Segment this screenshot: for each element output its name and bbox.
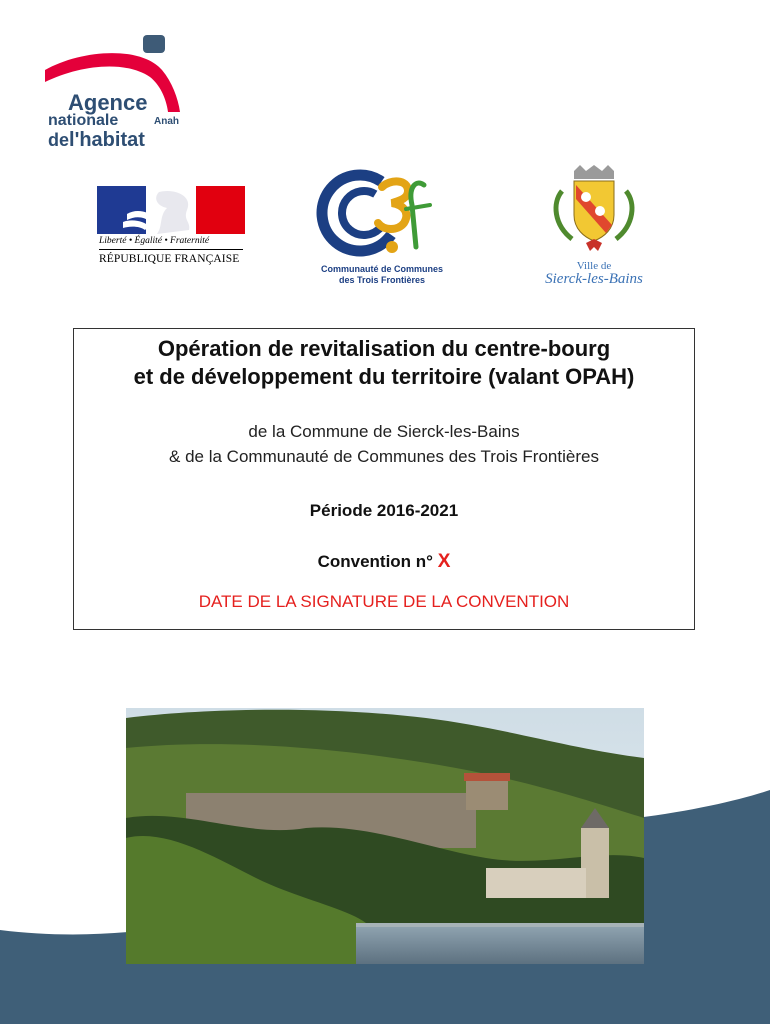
cc3f-logo — [312, 165, 452, 290]
anah-line3-prefix: de — [48, 130, 70, 150]
republique-motto: Liberté • Égalité • Fraternité — [99, 236, 210, 246]
period-label: Période 2016-2021 — [309, 501, 459, 520]
anah-line2: nationale — [48, 112, 119, 129]
document-title — [74, 335, 694, 391]
convention-number: X — [437, 551, 451, 572]
convention-prefix: Convention n° — [317, 552, 433, 571]
castle-hillside-photo — [126, 708, 644, 964]
subtitle-line2: & de la Communauté de Communes des Trois Frontières — [169, 447, 599, 466]
republique-divider — [99, 249, 243, 250]
republique-name: RÉPUBLIQUE FRANÇAISE — [99, 253, 240, 265]
signature-date-placeholder: DATE DE LA SIGNATURE DE LA CONVENTION — [198, 592, 570, 611]
sierck-name-label: Sierck-les-Bains — [545, 271, 643, 287]
anah-line1: Agence — [68, 90, 148, 115]
cc3f-caption-line1: Communauté de Communes — [320, 264, 443, 274]
sierck-logo — [524, 163, 664, 291]
sierck-coat-of-arms-icon — [524, 163, 664, 258]
title-line2: et de développement du territoire (valant OPAH) — [133, 364, 635, 389]
cc3f-caption-line2: des Trois Frontières — [338, 275, 426, 285]
title-line1: Opération de revitalisation du centre-bourg — [157, 336, 611, 361]
anah-logo — [40, 30, 200, 155]
anah-line3 — [48, 129, 145, 152]
title-box — [73, 328, 695, 630]
subtitle-line1: de la Commune de Sierck-les-Bains — [248, 422, 520, 441]
marianne-flag-icon — [97, 186, 245, 234]
anah-line3-main: l'habitat — [69, 129, 145, 151]
cc3f-emblem-icon — [312, 165, 452, 260]
republique-francaise-logo — [97, 186, 245, 268]
convention-label — [74, 551, 694, 573]
anah-abbrev: Anah — [154, 116, 179, 127]
document-subtitle — [74, 419, 694, 469]
sierck-ville-label: Ville de — [576, 260, 612, 272]
anah-dot-icon — [143, 35, 165, 53]
